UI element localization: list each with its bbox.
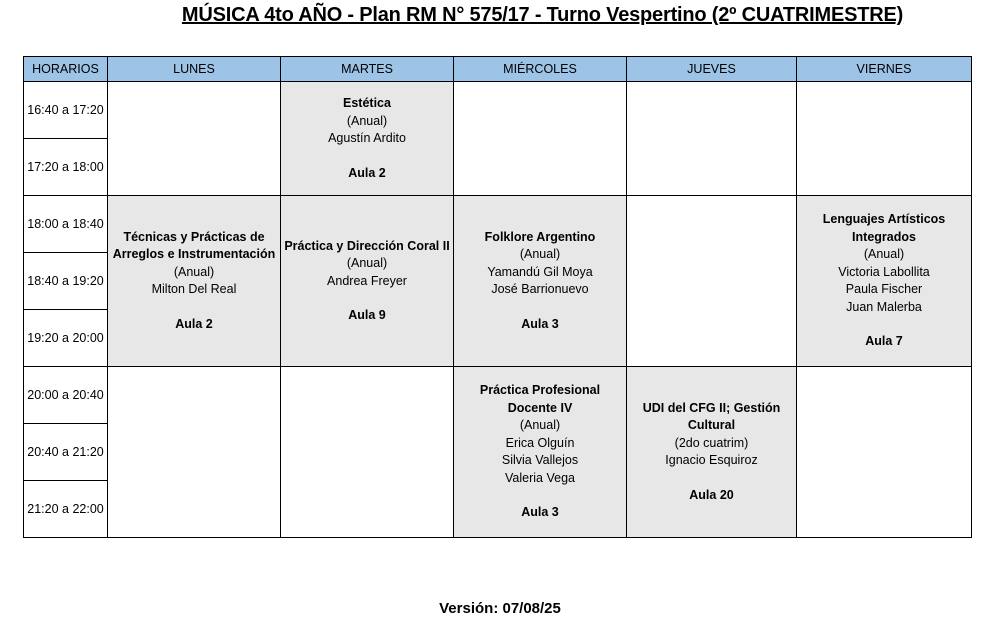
class-cell-martes-2 (281, 196, 454, 367)
class-teacher: Yamandú Gil Moya (487, 264, 593, 279)
empty-cell (454, 82, 627, 196)
empty-cell (281, 367, 454, 538)
time-slot: 17:20 a 18:00 (24, 139, 108, 196)
schedule-table (23, 56, 972, 538)
header-row (24, 57, 972, 82)
header-lunes: LUNES (108, 57, 281, 82)
table-row (24, 367, 972, 424)
empty-cell (797, 82, 972, 196)
class-room: Aula 3 (521, 505, 559, 520)
version-label: Versión: 07/08/25 (439, 600, 561, 617)
class-room: Aula 3 (521, 316, 559, 331)
header-jueves: JUEVES (627, 57, 797, 82)
time-slot: 16:40 a 17:20 (24, 82, 108, 139)
class-teacher: Agustín Ardito (328, 131, 406, 145)
time-slot: 21:20 a 22:00 (24, 481, 108, 538)
empty-cell (797, 367, 972, 538)
class-subject: Práctica Profesional Docente IV (479, 383, 601, 415)
class-cell-lunes-2 (108, 196, 281, 367)
class-room: Aula 20 (689, 487, 734, 502)
class-teacher: Victoria Labollita (838, 264, 930, 279)
table-row (24, 82, 972, 139)
class-subject: Lenguajes Artísticos Integrados (822, 212, 946, 244)
time-slot: 18:40 a 19:20 (24, 253, 108, 310)
class-note: (Anual) (863, 247, 905, 262)
table-row (24, 196, 972, 253)
class-subject: Estética (343, 96, 391, 110)
class-room: Aula 2 (175, 316, 213, 331)
time-slot: 20:40 a 21:20 (24, 424, 108, 481)
class-teacher: Andrea Freyer (327, 273, 407, 288)
header-martes: MARTES (281, 57, 454, 82)
time-slot: 19:20 a 20:00 (24, 310, 108, 367)
class-cell-miercoles-3 (454, 367, 627, 538)
class-subject: Folklore Argentino (484, 229, 596, 244)
class-note: (Anual) (346, 256, 388, 270)
class-teacher: Valeria Vega (505, 470, 575, 485)
empty-cell (627, 196, 797, 367)
class-cell-viernes-2 (797, 196, 972, 367)
class-subject: UDI del CFG II; Gestión Cultural (642, 400, 781, 433)
header-horarios: HORARIOS (24, 57, 108, 82)
class-note: (Anual) (519, 247, 561, 262)
class-teacher: Ignacio Esquiroz (665, 453, 758, 468)
header-miercoles: MIÉRCOLES (454, 57, 627, 82)
empty-cell (627, 82, 797, 196)
class-room: Aula 2 (348, 165, 386, 180)
empty-cell (108, 82, 281, 196)
class-cell-martes-1 (281, 82, 454, 196)
class-note: (2do cuatrim) (674, 435, 749, 450)
time-slot: 20:00 a 20:40 (24, 367, 108, 424)
class-note: (Anual) (346, 113, 388, 128)
class-teacher: Milton Del Real (151, 282, 237, 297)
class-cell-jueves-3 (627, 367, 797, 538)
class-subject: Técnicas y Prácticas de Arreglos e Instrumentación (112, 229, 276, 262)
page-title: MÚSICA 4to AÑO - Plan RM N° 575/17 - Turno Vespertino (2º CUATRIMESTRE) (181, 4, 904, 26)
class-teacher: Paula Fischer (845, 282, 923, 297)
class-room: Aula 9 (348, 308, 386, 322)
class-teacher: José Barrionuevo (491, 282, 589, 297)
class-teacher: Silvia Vallejos (501, 453, 579, 468)
empty-cell (108, 367, 281, 538)
class-cell-miercoles-2 (454, 196, 627, 367)
class-note: (Anual) (519, 418, 561, 433)
class-teacher: Juan Malerba (846, 299, 922, 314)
header-viernes: VIERNES (797, 57, 972, 82)
class-teacher: Erica Olguín (505, 435, 575, 450)
class-room: Aula 7 (865, 334, 903, 349)
class-note: (Anual) (173, 264, 215, 279)
time-slot: 18:00 a 18:40 (24, 196, 108, 253)
class-subject: Práctica y Dirección Coral II (284, 238, 450, 253)
